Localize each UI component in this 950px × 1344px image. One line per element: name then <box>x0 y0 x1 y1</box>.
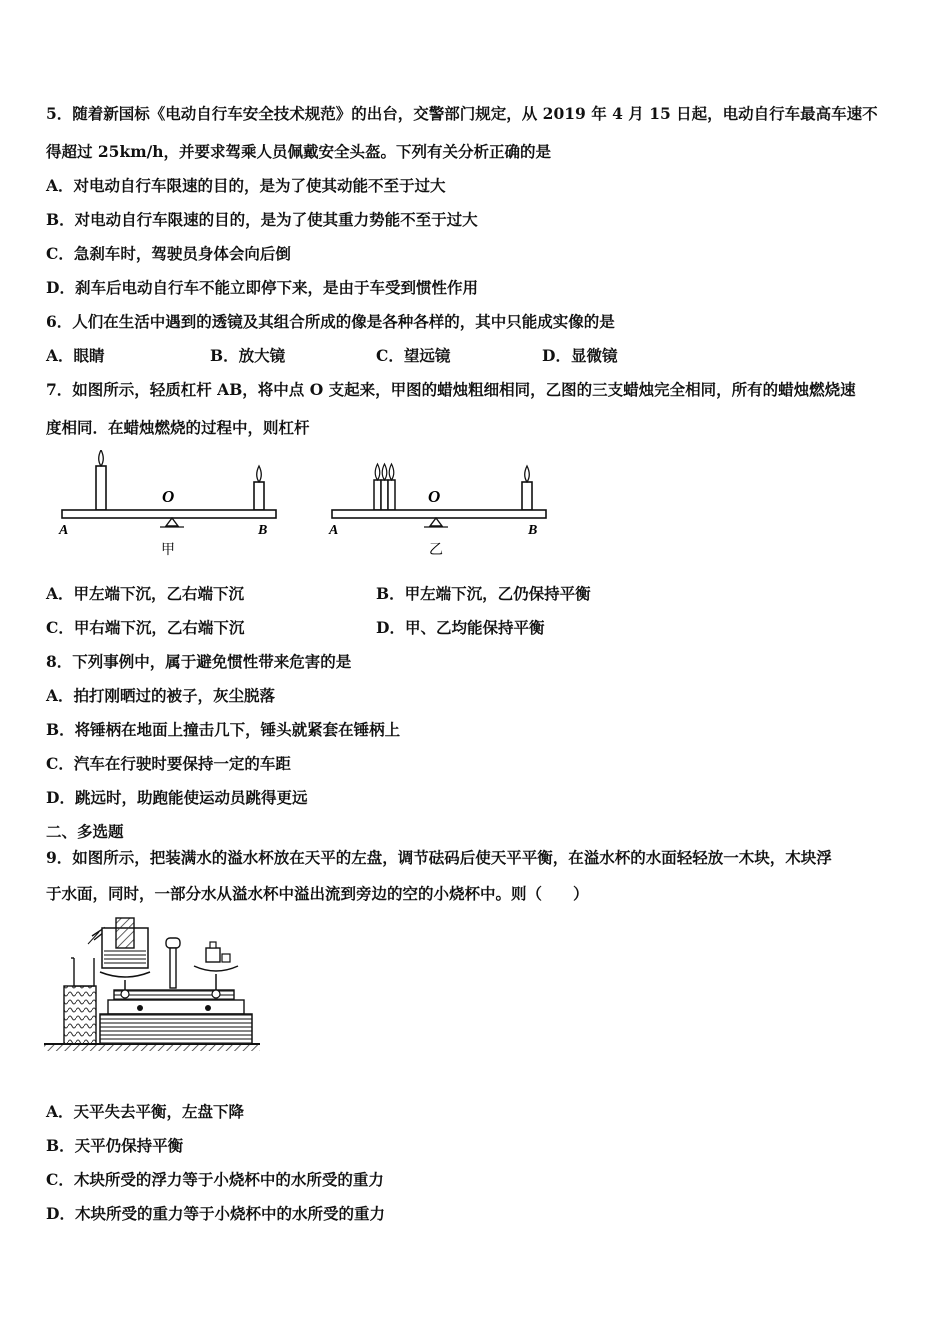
q7-option-d: D．甲、乙均能保持平衡 <box>376 618 545 637</box>
q8-option-d: D．跳远时，助跑能使运动员跳得更远 <box>46 788 308 807</box>
q9-stem-line2: 于水面，同时，一部分水从溢水杯中溢出流到旁边的空的小烧杯中。则（ ） <box>46 884 589 903</box>
q6-stem: 6．人们在生活中遇到的透镜及其组合所成的像是各种各样的，其中只能成实像的是 <box>46 312 615 331</box>
q6-option-c: C．望远镜 <box>376 346 451 365</box>
q9-option-d: D．木块所受的重力等于小烧杯中的水所受的重力 <box>46 1204 385 1223</box>
q8-option-a: A．拍打刚晒过的被子，灰尘脱落 <box>46 686 276 705</box>
label-o: O <box>428 487 441 506</box>
q9-option-a: A．天平失去平衡，左盘下降 <box>46 1102 245 1121</box>
label-b: B <box>528 523 538 538</box>
q7-option-b: B．甲左端下沉，乙仍保持平衡 <box>376 584 591 603</box>
q5-option-a: A．对电动自行车限速的目的，是为了使其动能不至于过大 <box>46 176 446 195</box>
label-a: A <box>329 523 339 538</box>
q5-option-b: B．对电动自行车限速的目的，是为了使其重力势能不至于过大 <box>46 210 478 229</box>
q5-option-c: C．急刹车时，驾驶员身体会向后倒 <box>46 244 291 263</box>
q7-stem-line2: 度相同．在蜡烛燃烧的过程中，则杠杆 <box>46 418 310 437</box>
lever-figure-jia <box>54 450 284 558</box>
q6-option-b: B．放大镜 <box>210 346 286 365</box>
section-heading: 二、多选题 <box>46 822 124 841</box>
q5-stem-line2: 得超过 25km/h，并要求驾乘人员佩戴安全头盔。下列有关分析正确的是 <box>46 142 552 161</box>
q8-option-b: B．将锤柄在地面上撞击几下，锤头就紧套在锤柄上 <box>46 720 401 739</box>
q5-option-d: D．刹车后电动自行车不能立即停下来，是由于车受到惯性作用 <box>46 278 478 297</box>
q6-option-a: A．眼睛 <box>46 346 105 365</box>
balance-overflow-figure <box>44 910 266 1052</box>
q8-option-c: C．汽车在行驶时要保持一定的车距 <box>46 754 291 773</box>
q9-option-c: C．木块所受的浮力等于小烧杯中的水所受的重力 <box>46 1170 384 1189</box>
label-o: O <box>162 487 175 506</box>
q9-option-b: B．天平仍保持平衡 <box>46 1136 184 1155</box>
q5-stem-line1: 5．随着新国标《电动自行车安全技术规范》的出台，交警部门规定，从 2019 年 4 月 15 日起，电动自行车最高车速不 <box>46 104 878 123</box>
caption-jia: 甲 <box>161 542 175 558</box>
label-b: B <box>258 523 268 538</box>
q7-option-a: A．甲左端下沉，乙右端下沉 <box>46 584 245 603</box>
label-a: A <box>59 523 69 538</box>
q7-stem-line1: 7．如图所示，轻质杠杆 AB，将中点 O 支起来，甲图的蜡烛粗细相同，乙图的三支蜡烛完全相同，所有的蜡烛燃烧速 <box>46 380 856 399</box>
q9-stem-line1: 9．如图所示，把装满水的溢水杯放在天平的左盘，调节砝码后使天平平衡，在溢水杯的水面轻轻放一木块，木块浮 <box>46 848 832 867</box>
q6-option-d: D．显微镜 <box>542 346 618 365</box>
lever-figure-yi <box>324 450 554 558</box>
q7-option-c: C．甲右端下沉，乙右端下沉 <box>46 618 245 637</box>
q8-stem: 8．下列事例中，属于避免惯性带来危害的是 <box>46 652 352 671</box>
caption-yi: 乙 <box>429 542 443 558</box>
